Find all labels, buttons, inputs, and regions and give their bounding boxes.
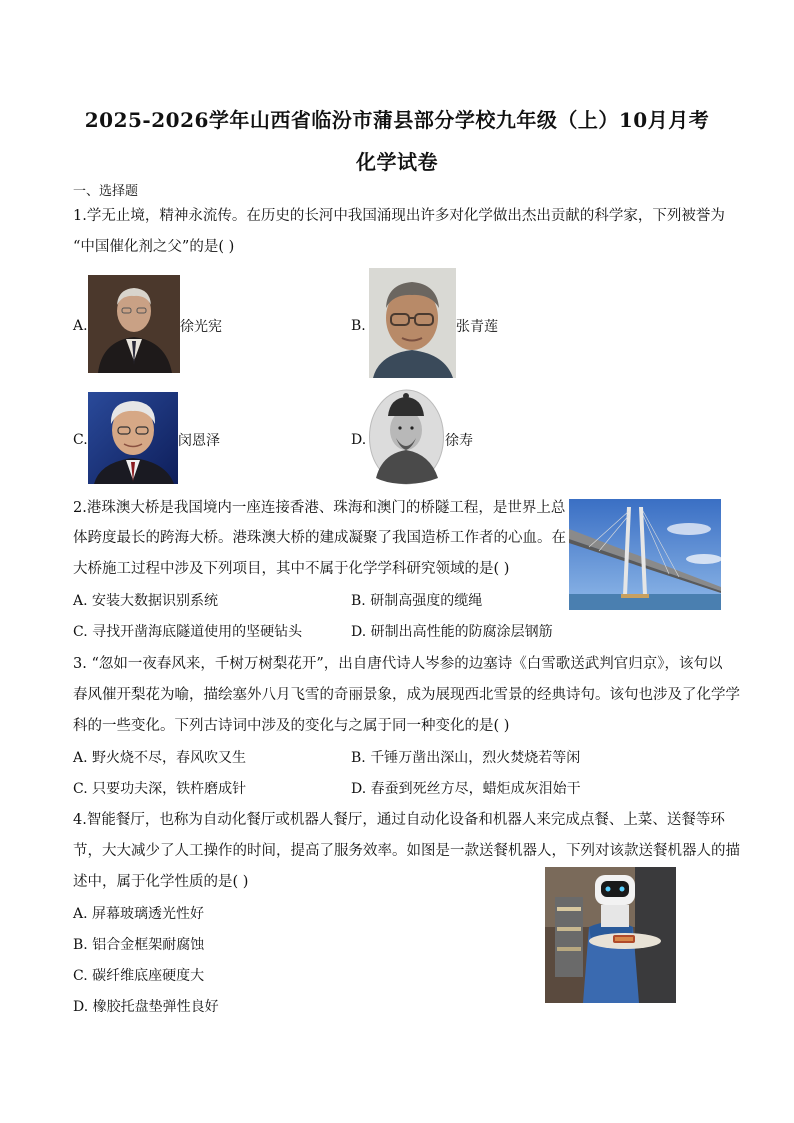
q1-option-b-label: B.	[351, 318, 366, 334]
q4-option-b: B. 铝合金框架耐腐蚀	[73, 937, 205, 953]
q3-text-line1: 3. “忽如一夜春风来，千树万树梨花开”，出自唐代诗人岑参的边塞诗《白雪歌送武判官归京》，该句以	[73, 656, 723, 672]
q3-option-d: D. 春蚕到死丝方尽，蜡炬成灰泪始干	[351, 781, 581, 797]
exam-title-line2: 化学试卷	[356, 150, 438, 174]
q1-option-d-label: D.	[351, 432, 367, 448]
q2-text-line1: 2.港珠澳大桥是我国境内一座连接香港、珠海和澳门的桥隧工程，是世界上总	[73, 500, 566, 516]
q1-option-b-name: 张青莲	[456, 319, 498, 335]
q4-text-line3: 述中，属于化学性质的是( )	[73, 874, 249, 890]
q2-option-b: B. 研制高强度的缆绳	[351, 593, 483, 609]
portrait-xu-guangxian-image	[88, 275, 180, 373]
q4-option-a: A. 屏幕玻璃透光性好	[73, 906, 205, 922]
q3-option-c: C. 只要功夫深，铁杵磨成针	[73, 781, 247, 797]
q1-option-c-name: 闵恩泽	[178, 433, 220, 449]
q4-option-d: D. 橡胶托盘垫弹性良好	[73, 999, 219, 1015]
bridge-image	[569, 499, 721, 610]
q3-option-a: A. 野火烧不尽，春风吹又生	[73, 750, 247, 766]
q4-option-c: C. 碳纤维底座硬度大	[73, 968, 205, 984]
q3-option-b: B. 千锤万凿出深山，烈火焚烧若等闲	[351, 750, 581, 766]
portrait-zhang-qinglian-image	[369, 268, 456, 378]
q4-text-line2: 节，大大减少了人工操作的时间，提高了服务效率。如图是一款送餐机器人，下列对该款送餐机器人的描	[73, 843, 740, 859]
q2-option-d: D. 研制出高性能的防腐涂层钢筋	[351, 624, 553, 640]
q2-text-line3: 大桥施工过程中涉及下列项目，其中不属于化学学科研究领域的是( )	[73, 561, 510, 577]
q1-option-c-label: C.	[73, 432, 88, 448]
q1-option-a-label: A.	[73, 318, 88, 334]
portrait-xu-shou-image	[368, 388, 445, 486]
q1-option-a-name: 徐光宪	[180, 319, 222, 335]
delivery-robot-image	[545, 867, 676, 1003]
q1-text-line1: 1.学无止境，精神永流传。在历史的长河中我国涌现出许多对化学做出杰出贡献的科学家，下列被誉为	[73, 208, 725, 224]
q1-text-line2: “中国催化剂之父”的是( )	[73, 239, 235, 255]
exam-title-line1: 2025-2026学年山西省临汾市蒲县部分学校九年级（上）10月月考	[84, 108, 710, 132]
q3-text-line3: 科的一些变化。下列古诗词中涉及的变化与之属于同一种变化的是( )	[73, 718, 510, 734]
section-heading: 一、选择题	[73, 184, 139, 199]
q3-text-line2: 春风催开梨花为喻，描绘塞外八月飞雪的奇丽景象，成为展现西北雪景的经典诗句。该句也涉及了化学学	[73, 687, 740, 703]
q1-option-d-name: 徐寿	[445, 433, 473, 449]
q2-option-a: A. 安装大数据识别系统	[73, 593, 219, 609]
q2-text-line2: 体跨度最长的跨海大桥。港珠澳大桥的建成凝聚了我国造桥工作者的心血。在	[73, 530, 566, 546]
q4-text-line1: 4.智能餐厅，也称为自动化餐厅或机器人餐厅，通过自动化设备和机器人来完成点餐、上菜、送餐等环	[73, 812, 725, 828]
q2-option-c: C. 寻找开凿海底隧道使用的坚硬钻头	[73, 624, 303, 640]
portrait-min-enze-image	[88, 392, 178, 484]
